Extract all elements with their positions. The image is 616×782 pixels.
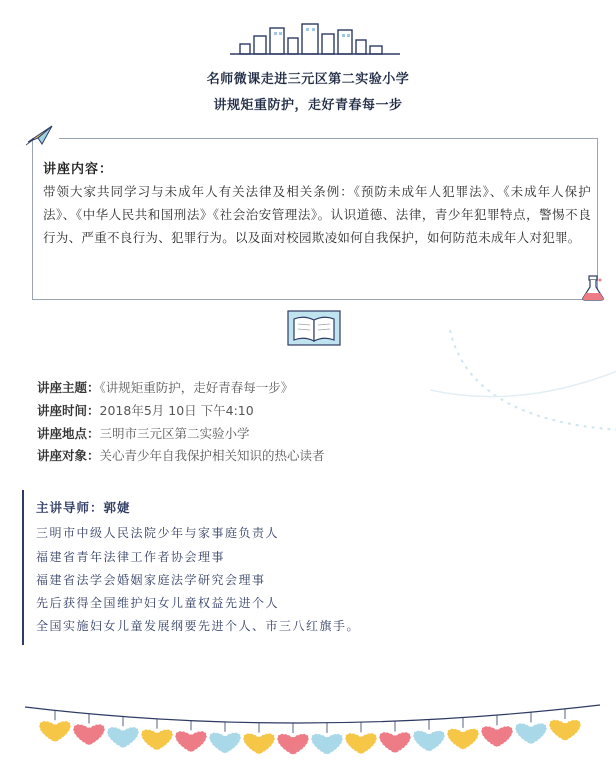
decorative-arc [430,330,616,440]
heart-icon [243,733,275,754]
info-time-value: 2018年5月 10日 下午4:10 [99,403,254,418]
page-subtitle: 讲规矩重防护，走好青春每一步 [213,98,403,113]
info-theme-value: 《讲规矩重防护，走好青春每一步》 [99,380,294,395]
paper-plane-icon [26,124,54,146]
heart-icon [413,731,445,752]
heart-icon [175,731,207,752]
heart-icon [379,732,411,753]
content-body: 带领大家共同学习与未成年人有关法律及相关条例：《预防未成年人犯罪法》、《未成年人保护法》、《中华人民共和国刑法》《社会治安管理法》。认识道德、法律，青少年犯罪特点，警惕不良行为、严重不良行为、犯罪行为。以及面对校园欺凌如何自我保护，如何防范未成年人对犯罪。 [43,184,591,245]
info-time [37,401,254,419]
open-book-icon [287,310,341,346]
teacher-credential: 先后获得全国维护妇女儿童权益先进个人 [36,596,280,610]
heart-icon [277,734,309,755]
teacher-credential: 全国实施妇女儿童发展纲要先进个人、市三八红旗手。 [36,619,361,633]
info-audience [37,446,325,464]
info-audience-label: 讲座对象： [37,448,100,463]
heart-icon [549,720,581,741]
page-title: 名师微课走进三元区第二实验小学 [206,72,410,87]
info-place-value: 三明市三元区第二实验小学 [99,426,250,441]
heart-icon [209,733,241,754]
info-place-label: 讲座地点： [37,426,100,441]
teacher-credential: 三明市中级人民法院少年与家事庭负责人 [36,526,280,540]
heart-icon [345,733,377,754]
content-heading: 讲座内容： [43,162,114,177]
teacher-heading: 主讲导师：郭婕 [36,500,131,515]
heart-icon [107,727,139,748]
heart-icon [311,734,343,755]
heart-icon [73,724,105,745]
info-theme [37,378,293,396]
teacher-credential: 福建省青年法律工作者协会理事 [36,550,226,564]
heart-icon [447,729,479,750]
info-place [37,424,250,442]
info-theme-label: 讲座主题： [37,380,100,395]
info-time-label: 讲座时间： [37,403,100,418]
teacher-section [22,490,608,645]
flask-icon [580,274,606,302]
heart-icon [141,729,173,750]
city-skyline-icon [230,22,400,56]
heart-garland [0,695,616,782]
heart-icon [515,723,547,744]
info-audience-value: 关心青少年自我保护相关知识的热心读者 [99,448,325,463]
heart-icon [481,726,513,747]
teacher-credential: 福建省法学会婚姻家庭法学研究会理事 [36,573,266,587]
heart-icon [39,721,71,742]
